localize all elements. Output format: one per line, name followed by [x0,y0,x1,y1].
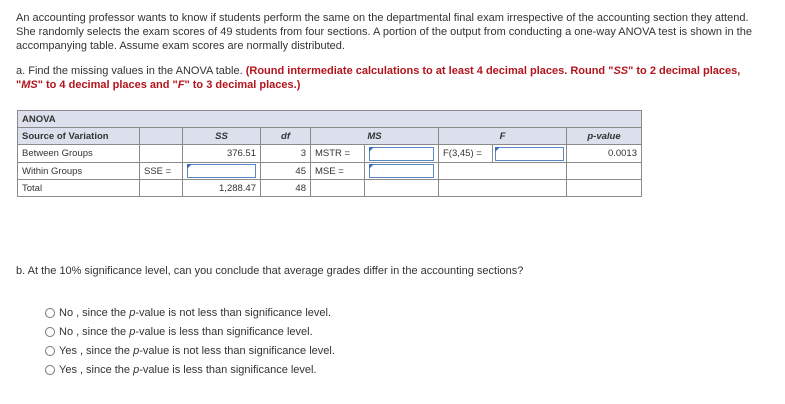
f-input[interactable] [495,147,564,161]
part-a-text: Find the missing values in the ANOVA table. [28,65,243,77]
mse-label: MSE = [311,163,365,180]
total-f-blank [439,180,567,197]
part-b-label: b. [16,265,26,277]
row-total [18,180,642,197]
within-label: Within Groups [18,163,140,180]
between-pvalue: 0.0013 [567,145,642,163]
radio-button[interactable] [45,327,55,337]
radio-button[interactable] [45,365,55,375]
option-4[interactable]: Yes , since the p -value is less than significance level. [45,360,335,379]
header-df: df [261,128,311,145]
part-a-instructions [16,64,756,92]
sse-label: SSE = [140,163,183,180]
header-pvalue: p-value [567,128,642,145]
total-df: 48 [261,180,311,197]
radio-button[interactable] [45,308,55,318]
part-a-label: a. [16,65,26,77]
within-pvalue-blank [567,163,642,180]
part-b-question [16,265,756,277]
between-label: Between Groups [18,145,140,163]
mse-cell [365,163,439,180]
header-f: F [439,128,567,145]
radio-button[interactable] [45,346,55,356]
anova-header-row [18,128,642,145]
between-blank [140,145,183,163]
mstr-label: MSTR = [311,145,365,163]
answer-options [45,303,335,379]
sse-input[interactable] [187,164,256,178]
anova-table [17,110,642,197]
total-blank [140,180,183,197]
mstr-input[interactable] [369,147,434,161]
mstr-cell [365,145,439,163]
between-ss: 376.51 [183,145,261,163]
anova-title: ANOVA [18,111,642,128]
within-df: 45 [261,163,311,180]
row-between-groups [18,145,642,163]
mse-input[interactable] [369,164,434,178]
total-ss: 1,288.47 [183,180,261,197]
f-label: F(3,45) = [439,145,493,162]
row-within-groups [18,163,642,180]
rounding-instructions: (Round intermediate calculations to at least 4 decimal places. Round "SS" to 2 decimal places, "MS" to 4 decimal places and "F" to 3 decimal places.) [16,65,741,91]
between-df: 3 [261,145,311,163]
header-ss: SS [183,128,261,145]
option-2[interactable]: No , since the p -value is less than significance level. [45,322,335,341]
f-cell [439,145,567,163]
header-source: Source of Variation [18,128,140,145]
total-ms-blank-2 [365,180,439,197]
option-3[interactable]: Yes , since the p -value is not less than significance level. [45,341,335,360]
header-blank [140,128,183,145]
total-pvalue-blank [567,180,642,197]
total-label: Total [18,180,140,197]
sse-cell [183,163,261,180]
total-ms-blank [311,180,365,197]
within-f-blank [439,163,567,180]
question-prompt: An accounting professor wants to know if students perform the same on the departmental final exam irrespective of the accounting section they attend. She randomly selects the exam scores of 49 students from four sections. A portion of the output from conducting a one-way ANOVA test is shown in the accompanying table. Assume exam scores are normally distributed. [16,12,752,52]
part-b-text: At the 10% significance level, can you conclude that average grades differ in the accounting sections? [27,265,524,277]
header-ms: MS [311,128,439,145]
option-1[interactable]: No , since the p -value is not less than significance level. [45,303,335,322]
